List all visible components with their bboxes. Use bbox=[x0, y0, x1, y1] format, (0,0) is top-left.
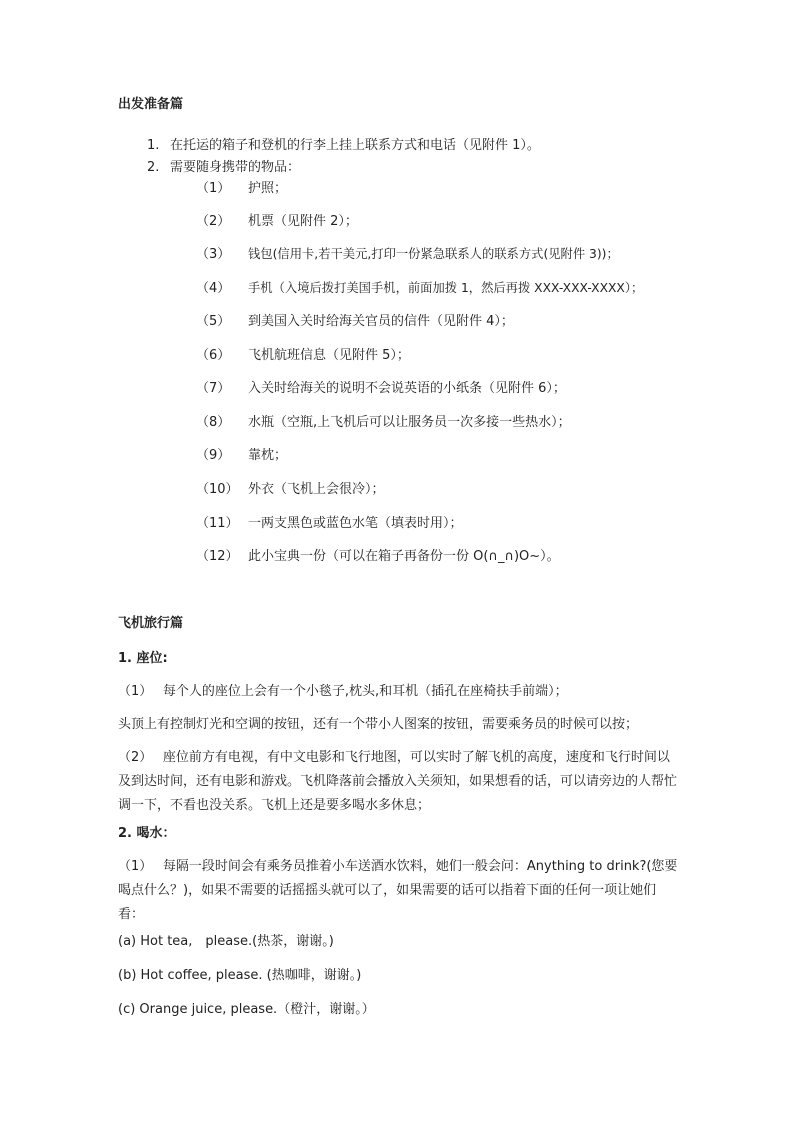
sub-item-number: （9） bbox=[196, 448, 231, 463]
sub-item-number: （10） bbox=[196, 482, 239, 497]
sub-item-text: 水瓶（空瓶,上飞机后可以让服务员一次多接一些热水）； bbox=[248, 415, 571, 430]
phrase-line: (a) Hot tea, please.(热茶，谢谢。) bbox=[118, 934, 334, 949]
paragraph: （2） 座位前方有电视，有中文电影和飞行地图，可以实时了解飞机的高度，速度和飞行时间以及到达时间，还有电影和游戏。飞机降落前会播放入关须知，如果想看的话，可以请旁边的人帮忙调一下，不看也没关系。飞机上还是要多喝水多休息； bbox=[118, 750, 678, 813]
sub-item-text: 一两支黑色或蓝色水笔（填表时用）； bbox=[248, 516, 463, 531]
phrase-line: (c) Orange juice, please.（橙汁，谢谢。） bbox=[118, 1002, 375, 1017]
sub-item-text: 机票（见附件 2）； bbox=[248, 214, 358, 229]
sub-item-text: 此小宝典一份（可以在箱子再备份一份 O(∩_∩)O~）。 bbox=[248, 549, 560, 564]
sub-item-text: 靠枕； bbox=[248, 448, 288, 463]
sub-item-text: 外衣（飞机上会很冷）； bbox=[248, 482, 385, 497]
list-item-text: 需要随身携带的物品： bbox=[170, 160, 301, 175]
sub-item-text: 到美国入关时给海关官员的信件（见附件 4）； bbox=[248, 314, 514, 329]
sub-item-number: （1） bbox=[196, 181, 231, 196]
sub-item-text: 手机（入境后拨打美国手机，前面加拨 1，然后再拨 XXX-XXX-XXXX）； bbox=[248, 281, 644, 295]
list-item-text: 在托运的箱子和登机的行李上挂上联系方式和电话（见附件 1）。 bbox=[170, 138, 540, 153]
sub-item-text: 入关时给海关的说明不会说英语的小纸条（见附件 6）； bbox=[248, 381, 566, 396]
sub-item-number: （11） bbox=[196, 516, 239, 531]
section-title-flight: 飞机旅行篇 bbox=[118, 616, 184, 631]
sub-item-number: （12） bbox=[196, 549, 239, 564]
list-number: 2. bbox=[147, 160, 160, 175]
sub-item-number: （3） bbox=[196, 247, 231, 262]
sub-item-number: （8） bbox=[196, 415, 231, 430]
sub-item-number: （6） bbox=[196, 348, 231, 363]
paragraph: 头顶上有控制灯光和空调的按钮，还有一个带小人图案的按钮，需要乘务员的时候可以按； bbox=[118, 717, 639, 732]
subsection-number: 2. bbox=[118, 826, 132, 841]
sub-item-number: （7） bbox=[196, 381, 231, 396]
sub-item-text: 飞机航班信息（见附件 5）； bbox=[248, 348, 410, 363]
phrase-line: (b) Hot coffee, please. (热咖啡，谢谢。) bbox=[118, 968, 362, 983]
subsection-title: 喝水： bbox=[136, 826, 176, 841]
subsection-heading-seat bbox=[118, 651, 168, 667]
sub-item-number: （5） bbox=[196, 314, 231, 329]
sub-item-text: 钱包(信用卡,若干美元,打印一份紧急联系人的联系方式(见附件 3))； bbox=[248, 247, 619, 261]
paragraph: （1） 每隔一段时间会有乘务员推着小车送酒水饮料，她们一般会问：Anything to drink?(您要喝点什么？)，如果不需要的话摇摇头就可以了，如果需要的话可以指着下面的任何一项让她们看： bbox=[118, 859, 678, 922]
sub-item-number: （4） bbox=[196, 281, 231, 296]
sub-item-number: （2） bbox=[196, 214, 231, 229]
section-title-departure: 出发准备篇 bbox=[118, 97, 184, 112]
list-number: 1. bbox=[147, 138, 160, 153]
subsection-title: 座位: bbox=[136, 651, 168, 666]
subsection-heading-drink bbox=[118, 826, 176, 842]
sub-item-text: 护照； bbox=[248, 181, 288, 196]
subsection-number: 1. bbox=[118, 651, 132, 666]
paragraph: （1） 每个人的座位上会有一个小毯子,枕头,和耳机（插孔在座椅扶手前端）； bbox=[118, 684, 568, 699]
